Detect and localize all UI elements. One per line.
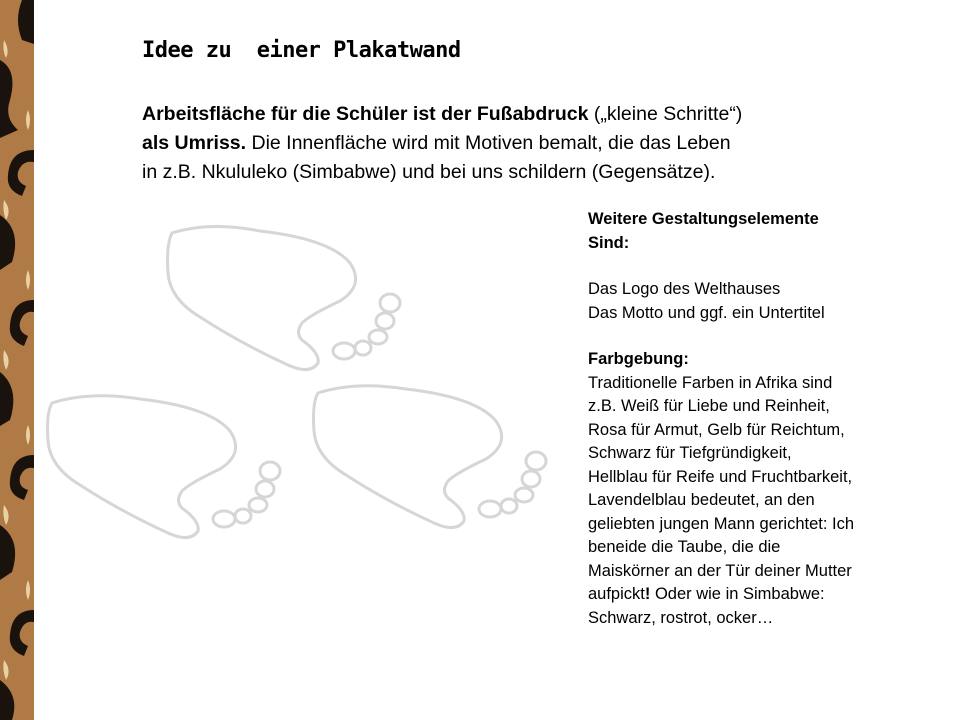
side-item-logo: Das Logo des Welthauses	[588, 280, 781, 298]
footprint-icon	[168, 226, 401, 369]
intro-line-2-bold: als Umriss.	[142, 132, 247, 154]
colors-line-last	[588, 583, 948, 607]
colors-line: Traditionelle Farben in Afrika sind	[588, 373, 833, 392]
intro-line-3: in z.B. Nkululeko (Simbabwe) und bei uns schildern (Gegensätze).	[142, 161, 716, 183]
tribal-pattern	[0, 0, 34, 720]
side-text-block	[588, 208, 948, 630]
intro-line-2	[142, 129, 902, 158]
colors-line-last-a: aufpickt	[588, 585, 645, 603]
footprint-icon	[314, 386, 547, 528]
side-item-motto: Das Motto und ggf. ein Untertitel	[588, 303, 825, 322]
side-heading-1: Weitere Gestaltungselemente	[588, 210, 819, 228]
colors-line: beneide die Taube, die die	[588, 538, 781, 556]
colors-line: geliebten jungen Mann gerichtet: Ich	[588, 514, 855, 533]
footprint-outlines	[40, 215, 560, 545]
colors-line: Schwarz für Tiefgründigkeit,	[588, 444, 792, 462]
colors-line-last-exclamation: !	[644, 585, 651, 603]
colors-line: Lavendelblau bedeutet, an den	[588, 491, 815, 509]
colors-line-last-b: Oder wie in Simbabwe:	[650, 585, 825, 603]
intro-paragraph	[142, 100, 902, 187]
colors-heading: Farbgebung:	[588, 350, 689, 368]
footprint-icon	[48, 396, 281, 538]
colors-line: Hellblau für Reife und Fruchtbarkeit,	[588, 467, 853, 486]
intro-line-1	[142, 100, 902, 129]
colors-line: Maiskörner an der Tür deiner Mutter	[588, 561, 852, 580]
colors-line: Rosa für Armut, Gelb für Reichtum,	[588, 420, 845, 439]
intro-line-2-rest: Die Innenfläche wird mit Motiven bemalt, die das Leben	[246, 132, 731, 154]
intro-line-1-rest: („kleine Schritte“)	[588, 103, 743, 125]
colors-line: z.B. Weiß für Liebe und Reinheit,	[588, 397, 830, 415]
colors-final-line: Schwarz, rostrot, ocker…	[588, 608, 774, 627]
intro-line-1-bold: Arbeitsfläche für die Schüler ist der Fußabdruck	[142, 103, 589, 125]
decorative-border	[0, 0, 34, 720]
page-title: Idee zu einer Plakatwand	[142, 38, 461, 63]
side-heading-2: Sind:	[588, 233, 630, 252]
